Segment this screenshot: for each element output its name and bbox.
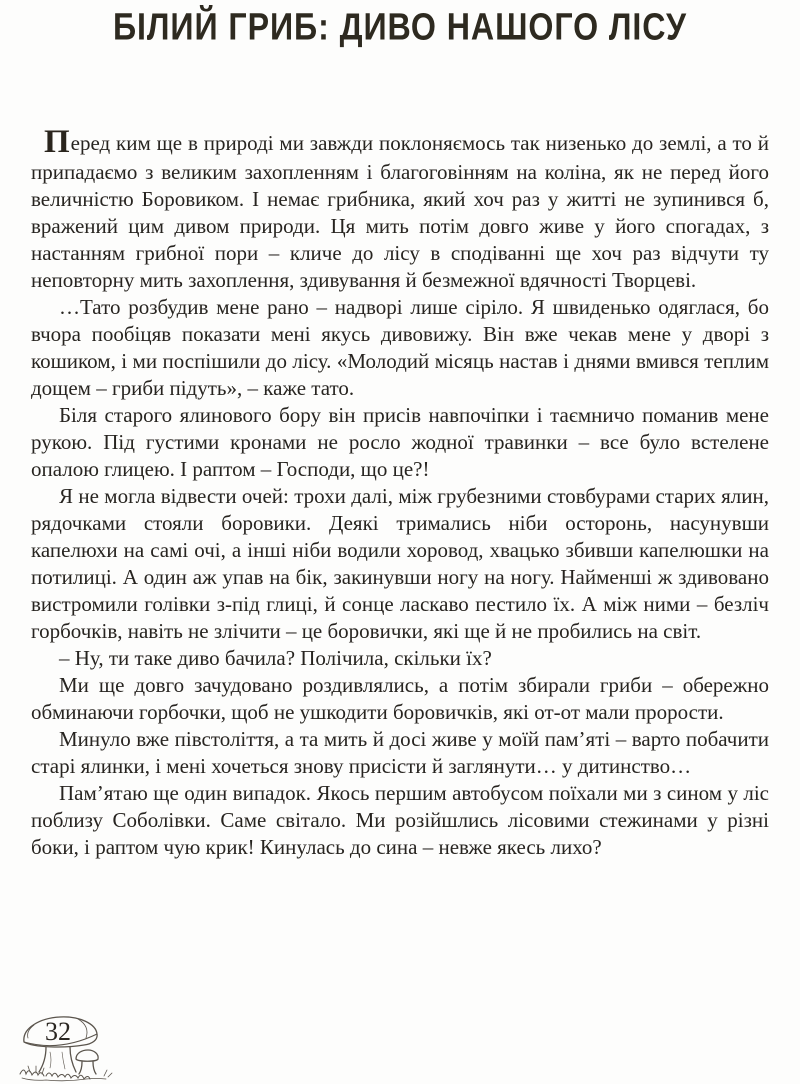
paragraph-lead-text: еред ким ще в природі ми завжди поклоняємось так низенько до землі, а то й припадаємо з великим захопленням і благоговінням на коліна, як не перед його величністю Боровиком. І немає грибника, який хоч раз у житті не зупинився б, вражений цим дивом природи. Ця мить потім довго живе у його спогадах, з настанням грибної пори – кличе до лісу в сподіванні ще хоч раз відчути ту неповторну мить захоплення, здивування й безмежної вдячності Творцеві. bbox=[31, 131, 769, 292]
page-number: 32 bbox=[45, 1017, 71, 1046]
paragraph: Ми ще довго зачудовано роздивлялись, а потім збирали гриби – обережно обминаючи горбочки, щоб не ушкодити боровичків, які от-от мали прорости. bbox=[31, 673, 769, 724]
page-number-illustration bbox=[16, 1012, 116, 1082]
paragraph: …Тато розбудив мене рано – надворі лише сіріло. Я швиденько одяглася, бо вчора пообіцяв показати мені якусь дивовижу. Він вже чекав мене у дворі з кошиком, і ми поспішили до лісу. «Молодий місяць настав і днями вмився теплим дощем – гриби підуть», – каже тато. bbox=[31, 295, 769, 400]
paragraph-dialogue: – Ну, ти таке диво бачила? Полічила, скільки їх? bbox=[59, 646, 492, 670]
chapter-title: БІЛИЙ ГРИБ: ДИВО НАШОГО ЛІСУ bbox=[112, 6, 688, 49]
paragraph-lead bbox=[31, 126, 769, 294]
paragraph: Минуло вже півстоліття, а та мить й досі живе у моїй пам’яті – варто побачити старі ялинки, і мені хочеться знову присісти й заглянути… у дитинство… bbox=[31, 727, 769, 778]
mushroom-icon bbox=[16, 1012, 116, 1082]
paragraph: Я не могла відвести очей: трохи далі, між грубезними стовбурами старих ялин, рядочками стояли боровики. Деякі тримались ніби осторонь, насунувши капелюхи на самі очі, а інші ніби водили хоровод, хвацько збивши капелюшки на потилиці. А один аж упав на бік, закинувши ногу на ногу. Найменші ж здивовано вистромили голівки з-під глиці, й сонце ласкаво пестило їх. А між ними – безліч горбочків, навіть не злічити – це боровички, які ще й не пробились на світ. bbox=[31, 484, 769, 643]
body-text bbox=[31, 126, 769, 861]
paragraph: Біля старого ялинового бору він присів навпочіпки і таємничо поманив мене рукою. Під густими кронами не росло жодної травинки – все було встелене опалою глицею. І раптом – Господи, що це?! bbox=[31, 403, 769, 481]
paragraph: Пам’ятаю ще один випадок. Якось першим автобусом поїхали ми з сином у ліс поблизу Соболівки. Саме світало. Ми розійшлись лісовими стежинами у різні боки, і раптом чую крик! Кинулась до сина – невже якесь лихо? bbox=[31, 781, 769, 859]
drop-cap: П bbox=[44, 124, 71, 160]
